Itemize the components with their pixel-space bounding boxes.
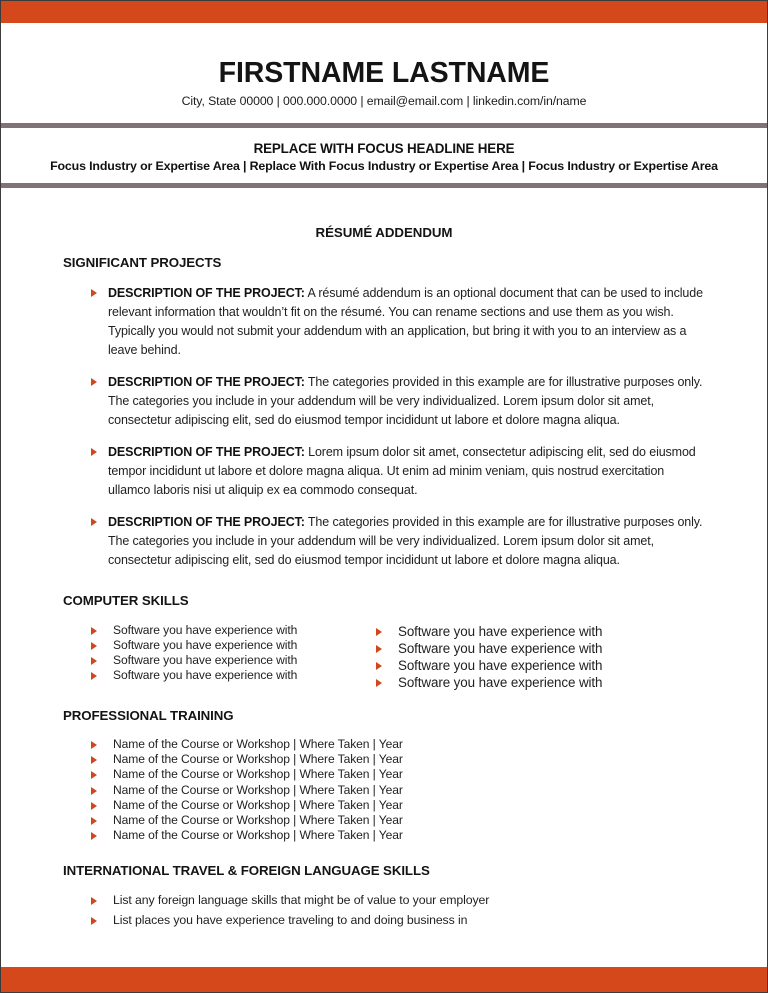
project-description: The categories provided in this example are for illustrative purposes only. The categories you include in your addendum will be very individualized. Lorem ipsum dolor sit amet, consectetur adipiscing elit, sed do eiusmod tempor incididunt ut labore et dolore magna aliqua. (108, 375, 703, 427)
computer-skill-item (376, 623, 602, 640)
computer-skill-item (376, 657, 602, 674)
top-accent-bar (1, 1, 767, 23)
page-title: FIRSTNAME LASTNAME (218, 57, 550, 89)
bullet-triangle-icon (91, 378, 97, 386)
professional-training-list (63, 737, 708, 843)
bullet-triangle-icon (91, 817, 97, 825)
training-label: Name of the Course or Workshop | Where Taken | Year (113, 828, 403, 843)
focus-headline: REPLACE WITH FOCUS HEADLINE HERE (253, 141, 515, 156)
skill-label: Software you have experience with (398, 641, 603, 657)
skill-label: Software you have experience with (398, 624, 603, 639)
computer-skill-item (91, 623, 297, 638)
training-item (63, 813, 708, 828)
document-body (63, 255, 708, 932)
document-title: RÉSUMÉ ADDENDUM (315, 225, 453, 240)
bullet-triangle-icon (91, 802, 97, 810)
bullet-triangle-icon (91, 787, 97, 795)
bottom-accent-bar (1, 967, 767, 992)
bullet-triangle-icon (91, 832, 97, 840)
divider-rule-top (1, 123, 767, 128)
training-item (63, 783, 708, 798)
bullet-triangle-icon (91, 448, 97, 456)
bullet-triangle-icon (91, 897, 97, 905)
international-travel-list (63, 893, 708, 928)
skill-label: Software you have experience with (398, 675, 603, 691)
bullet-triangle-icon (376, 662, 382, 670)
bullet-triangle-icon (91, 518, 97, 526)
bullet-triangle-icon (91, 627, 97, 635)
project-label: DESCRIPTION OF THE PROJECT: (108, 375, 305, 389)
training-label: Name of the Course or Workshop | Where Taken | Year (113, 767, 403, 782)
skill-label: Software you have experience with (113, 623, 298, 637)
travel-item (63, 893, 708, 909)
focus-areas-line: Focus Industry or Expertise Area | Replace With Focus Industry or Expertise Area | Focus Industry or Expertise Area (50, 159, 718, 173)
computer-skill-item (376, 640, 602, 657)
skill-label: Software you have experience with (398, 658, 603, 674)
computer-skill-item (91, 638, 297, 653)
computer-skills-columns (63, 623, 708, 691)
training-label: Name of the Course or Workshop | Where Taken | Year (113, 782, 403, 797)
computer-skill-item (376, 674, 602, 691)
section-heading-international-travel: INTERNATIONAL TRAVEL & FOREIGN LANGUAGE SKILLS (63, 863, 430, 879)
travel-label: List places you have experience traveling to and doing business in (113, 912, 468, 927)
training-item (63, 737, 708, 752)
bullet-triangle-icon (91, 672, 97, 680)
training-item (63, 752, 708, 767)
training-label: Name of the Course or Workshop | Where Taken | Year (113, 737, 403, 751)
project-item (63, 443, 708, 500)
project-item (63, 284, 708, 360)
bullet-triangle-icon (91, 771, 97, 779)
section-heading-significant-projects: SIGNIFICANT PROJECTS (63, 255, 222, 270)
project-description: The categories provided in this example are for illustrative purposes only. The categories you include in your addendum will be very individualized. Lorem ipsum dolor sit amet, consectetur adipiscing elit, sed do eiusmod tempor incididunt ut labore et dolore magna aliqua. (108, 515, 703, 567)
training-label: Name of the Course or Workshop | Where Taken | Year (113, 797, 403, 812)
travel-label: List any foreign language skills that might be of value to your employer (113, 893, 490, 908)
bullet-triangle-icon (91, 741, 97, 749)
contact-line: City, State 00000 | 000.000.0000 | email@email.com | linkedin.com/in/name (181, 93, 587, 108)
training-item (63, 767, 708, 782)
skill-label: Software you have experience with (113, 638, 298, 653)
bullet-triangle-icon (376, 679, 382, 687)
section-heading-professional-training: PROFESSIONAL TRAINING (63, 708, 234, 723)
project-description: Lorem ipsum dolor sit amet, consectetur adipiscing elit, sed do eiusmod tempor incididunt ut labore et dolore magna aliqua. Ut enim ad minim veniam, quis nostrud exercitation ullamco laboris nisi ut aliquip ex ea commodo consequat. (108, 445, 696, 497)
bullet-triangle-icon (376, 645, 382, 653)
bullet-triangle-icon (91, 756, 97, 764)
skill-label: Software you have experience with (113, 653, 298, 668)
project-item (63, 513, 708, 570)
focus-headline-band (1, 141, 767, 173)
computer-skills-right-column (376, 623, 602, 691)
project-item (63, 373, 708, 430)
training-label: Name of the Course or Workshop | Where Taken | Year (113, 813, 403, 828)
bullet-triangle-icon (91, 657, 97, 665)
training-item (63, 828, 708, 843)
computer-skill-item (91, 668, 297, 683)
project-label: DESCRIPTION OF THE PROJECT: (108, 515, 305, 529)
training-label: Name of the Course or Workshop | Where Taken | Year (113, 752, 403, 767)
skill-label: Software you have experience with (113, 668, 298, 683)
divider-rule-bottom (1, 183, 767, 188)
computer-skill-item (91, 653, 297, 668)
project-description: A résumé addendum is an optional document that can be used to include relevant information that wouldn’t fit on the résumé. You can rename sections and use them as you wish. Typically you would not submit your addendum with an application, but bring it with you to an interview as a leave behind. (108, 286, 703, 357)
project-label: DESCRIPTION OF THE PROJECT: (108, 445, 305, 459)
bullet-triangle-icon (91, 917, 97, 925)
name-header (1, 59, 767, 108)
bullet-triangle-icon (91, 642, 97, 650)
project-label: DESCRIPTION OF THE PROJECT: (108, 286, 305, 300)
bullet-triangle-icon (91, 289, 97, 297)
computer-skills-left-column (91, 623, 297, 683)
significant-projects-list (63, 284, 708, 570)
bullet-triangle-icon (376, 628, 382, 636)
training-item (63, 798, 708, 813)
travel-item (63, 913, 708, 929)
section-heading-computer-skills: COMPUTER SKILLS (63, 593, 189, 608)
